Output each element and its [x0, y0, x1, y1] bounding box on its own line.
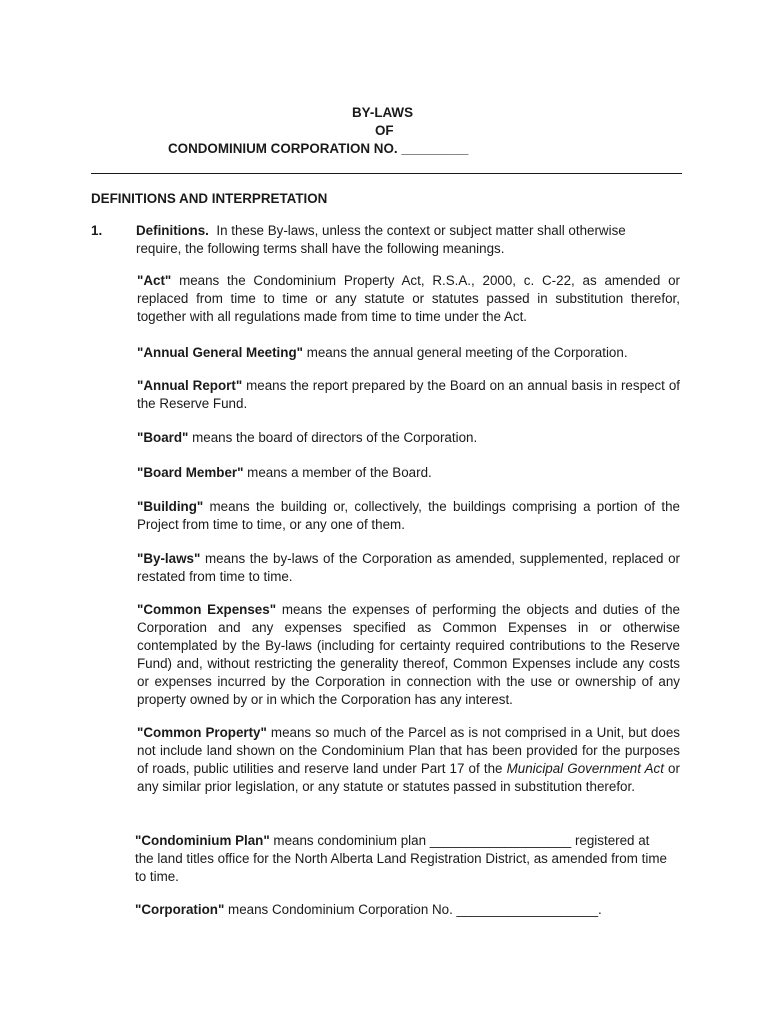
- definition-board-member: [137, 464, 680, 482]
- definition-text: means the annual general meeting of the Corporation.: [302, 345, 628, 360]
- definition-term: "Board Member": [137, 465, 244, 480]
- definition-act: [137, 272, 680, 326]
- definition-by-laws: [137, 550, 680, 586]
- definition-term: "By-laws": [137, 551, 201, 566]
- definition-term: "Building": [137, 499, 204, 514]
- definition-common-property: [137, 724, 680, 796]
- section-number: 1.: [91, 223, 103, 238]
- section-title: Definitions.: [136, 223, 209, 238]
- definition-annual-general-meeting: [137, 344, 680, 362]
- definition-text: or any similar prior legislation, or any statute or statutes passed in substitution therefor.: [137, 761, 680, 794]
- definition-text: means the building or, collectively, the buildings comprising a portion of the Project from time to time, or any one of them.: [137, 499, 680, 532]
- definition-condominium-plan: [135, 832, 670, 886]
- definition-common-expenses: [137, 601, 680, 709]
- definition-term: "Common Property": [137, 725, 267, 740]
- definition-term: "Corporation": [135, 902, 225, 917]
- definition-text: means the by-laws of the Corporation as amended, supplemented, replaced or restated from time to time.: [137, 551, 680, 584]
- definition-term: "Annual Report": [137, 378, 243, 393]
- definition-board: [137, 429, 680, 447]
- section-heading: DEFINITIONS AND INTERPRETATION: [91, 191, 328, 206]
- definition-term: "Annual General Meeting": [137, 345, 303, 360]
- definition-text: means the Condominium Property Act, R.S.A., 2000, c. C-22, as amended or replaced from time to time or any statute or statutes passed in substitution therefor, together with all regulations made from time to time under the Act.: [137, 273, 680, 324]
- definition-text: means Condominium Corporation No. ___________________.: [224, 902, 602, 917]
- definition-building: [137, 498, 680, 534]
- definition-term: "Board": [137, 430, 189, 445]
- definition-text: means condominium plan ___________________ registered at the land titles office for the North Alberta Land Registration District, as amended from time to time.: [135, 833, 667, 884]
- definition-text: means so much of the Parcel as is not comprised in a Unit, but does not include land shown on the Condominium Plan that has been provided for the purposes of roads, public utilities and reserve land under Part 17 of the: [137, 725, 680, 776]
- section-intro-text: In these By-laws, unless the context or subject matter shall otherwise require, the following terms shall have the following meanings.: [136, 223, 626, 256]
- definition-corporation: [135, 901, 678, 919]
- title-line-2: OF: [375, 123, 394, 138]
- definition-text: means a member of the Board.: [243, 465, 432, 480]
- title-divider: [91, 173, 682, 174]
- definition-italic-reference: Municipal Government Act: [506, 761, 664, 776]
- definition-annual-report: [137, 377, 680, 413]
- definition-term: "Condominium Plan": [135, 833, 270, 848]
- definition-text: means the report prepared by the Board on an annual basis in respect of the Reserve Fund.: [137, 378, 680, 411]
- definition-text: means the board of directors of the Corporation.: [188, 430, 478, 445]
- title-line-3: CONDOMINIUM CORPORATION NO. _________: [168, 141, 469, 156]
- definition-term: "Act": [137, 273, 172, 288]
- section-intro: [136, 222, 656, 258]
- definition-term: "Common Expenses": [137, 602, 277, 617]
- definition-text: means the expenses of performing the objects and duties of the Corporation and any expenses specified as Common Expenses in or otherwise contemplated by the By-laws (including for certainty required contributions to the Reserve Fund) and, without restricting the generality thereof, Common Expenses include any costs or expenses incurred by the Corporation in connection with the use or ownership of any property owned by or in which the Corporation has any interest.: [137, 602, 681, 707]
- title-line-1: BY-LAWS: [352, 105, 414, 120]
